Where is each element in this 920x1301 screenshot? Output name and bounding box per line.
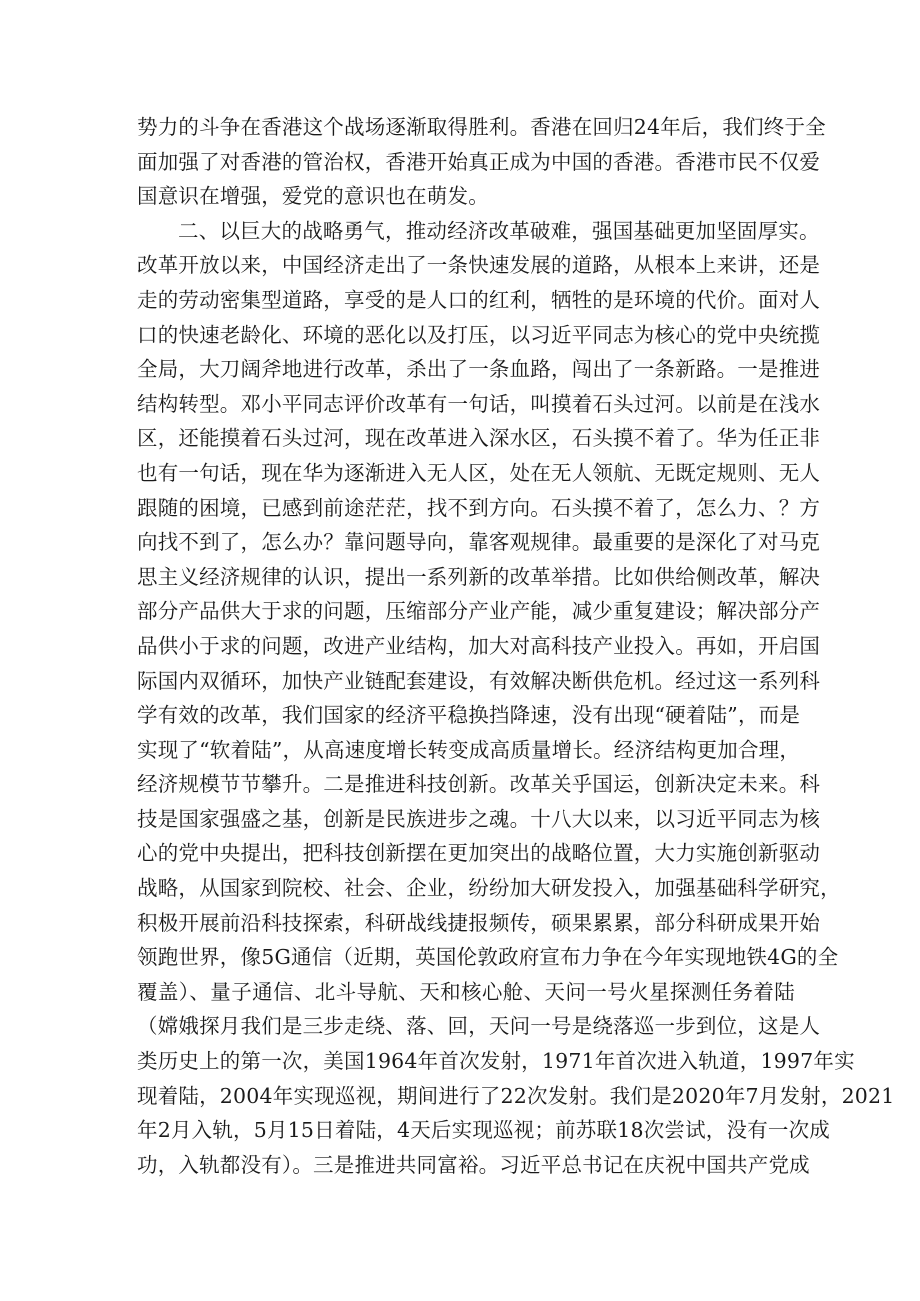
section-heading-line: 二、以巨大的战略勇气，推动经济改革破难，强国基础更加坚固厚实。 (178, 218, 820, 243)
text-line: 向找不到了，怎么办？靠问题导向，靠客观规律。最重要的是深化了对马克 (137, 530, 821, 555)
text-line: 走的劳动密集型道路，享受的是人口的红利，牺牲的是环境的代价。面对人 (137, 287, 821, 312)
text-line: 也有一句话，现在华为逐渐进入无人区，处在无人领航、无既定规则、无人 (137, 460, 821, 485)
paragraph-economic-reform (137, 214, 895, 1183)
text-line: 现着陆，2004年实现巡视，期间进行了22次发射。我们是2020年7月发射，2021 (137, 1083, 895, 1108)
text-line: 改革开放以来，中国经济走出了一条快速发展的道路，从根本上来讲，还是 (137, 253, 821, 278)
text-line: 际国内双循环，加快产业链配套建设，有效解决断供危机。经过这一系列科 (137, 668, 821, 693)
text-line: 思主义经济规律的认识，提出一系列新的改革举措。比如供给侧改革，解决 (137, 564, 821, 589)
text-line: 国意识在增强，爱党的意识也在萌发。 (137, 184, 489, 209)
text-line: 品供小于求的问题，改进产业结构，加大对高科技产业投入。再如，开启国 (137, 633, 821, 658)
text-line: 区，还能摸着石头过河，现在改革进入深水区，石头摸不着了。华为任正非 (137, 426, 821, 451)
paragraph-hong-kong (137, 110, 826, 214)
text-line: 口的快速老龄化、环境的恶化以及打压，以习近平同志为核心的党中央统揽 (137, 322, 821, 347)
text-line: 势力的斗争在香港这个战场逐渐取得胜利。香港在回归24年后，我们终于全 (137, 115, 826, 139)
body-text (137, 110, 895, 1182)
text-line: 跟随的困境，已感到前途茫茫，找不到方向。石头摸不着了，怎么力、？方 (137, 495, 821, 520)
text-line: 战略，从国家到院校、社会、企业，纷纷加大研发投入，加强基础科学研究， (137, 876, 841, 901)
text-line: 面加强了对香港的管治权，香港开始真正成为中国的香港。香港市民不仅爱 (137, 149, 821, 174)
text-line: 年2月入轨，5月15日着陆，4天后实现巡视；前苏联18次尝试，没有一次成 (137, 1118, 830, 1143)
text-line: 积极开展前沿科技探索，科研战线捷报频传，硕果累累，部分科研成果开始 (137, 910, 821, 935)
text-line: 结构转型。邓小平同志评价改革有一句话，叫摸着石头过河。以前是在浅水 (137, 391, 821, 416)
text-line: 功，入轨都没有）。三是推进共同富裕。习近平总书记在庆祝中国共产党成 (137, 1152, 810, 1177)
text-line: 实现了“软着陆”，从高速度增长转变成高质量增长。经济结构更加合理， (137, 737, 801, 762)
text-line: 全局，大刀阔斧地进行改革，杀出了一条血路，闯出了一条新路。一是推进 (137, 357, 821, 382)
text-line: （嫦娥探月我们是三步走绕、落、回，天问一号是绕落巡一步到位，这是人 (137, 1014, 821, 1039)
text-line: 学有效的改革，我们国家的经济平稳换挡降速，没有出现“硬着陆”，而是 (137, 703, 801, 728)
text-line: 技是国家强盛之基，创新是民族进步之魂。十八大以来，以习近平同志为核 (137, 806, 821, 831)
text-line: 部分产品供大于求的问题，压缩部分产业产能，减少重复建设；解决部分产 (137, 599, 821, 624)
text-line: 经济规模节节攀升。二是推进科技创新。改革关乎国运，创新决定未来。科 (137, 772, 821, 797)
text-line: 心的党中央提出，把科技创新摆在更加突出的战略位置，大力实施创新驱动 (137, 841, 821, 866)
text-line: 领跑世界，像5G通信（近期，英国伦敦政府宣布力争在今年实现地铁4G的全 (137, 945, 839, 970)
text-line: 类历史上的第一次，美国1964年首次发射，1971年首次进入轨道，1997年实 (137, 1049, 855, 1074)
text-line: 覆盖）、量子通信、北斗导航、天和核心舱、天问一号火星探测任务着陆 (137, 979, 795, 1004)
